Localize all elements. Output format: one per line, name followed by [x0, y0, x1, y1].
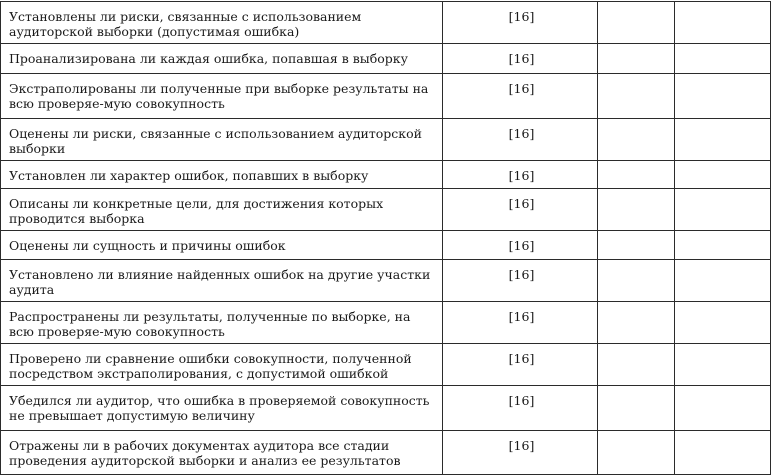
table-row	[1, 44, 771, 74]
empty-cell	[675, 302, 771, 344]
empty-cell	[675, 74, 771, 119]
reference-cell: [16]	[443, 431, 598, 475]
table-row	[1, 302, 771, 344]
table-row	[1, 161, 771, 189]
table-row	[1, 260, 771, 302]
table-row	[1, 189, 771, 231]
question-cell: Экстраполированы ли полученные при выборке результаты на всю проверяе-мую совокупность	[1, 74, 443, 119]
question-cell: Проверено ли сравнение ошибки совокупности, полученной посредством экстраполирования, с допустимой ошибкой	[1, 344, 443, 386]
empty-cell	[598, 119, 675, 161]
empty-cell	[598, 231, 675, 260]
empty-cell	[675, 344, 771, 386]
empty-cell	[598, 386, 675, 431]
empty-cell	[675, 189, 771, 231]
reference-cell: [16]	[443, 386, 598, 431]
reference-cell: [16]	[443, 260, 598, 302]
question-cell: Распространены ли результаты, полученные по выборке, на всю проверяе-мую совокупность	[1, 302, 443, 344]
empty-cell	[675, 161, 771, 189]
empty-cell	[598, 161, 675, 189]
empty-cell	[675, 386, 771, 431]
reference-cell: [16]	[443, 2, 598, 44]
table-row	[1, 344, 771, 386]
reference-cell: [16]	[443, 189, 598, 231]
empty-cell	[598, 44, 675, 74]
table-row	[1, 386, 771, 431]
reference-cell: [16]	[443, 302, 598, 344]
table-row	[1, 431, 771, 475]
empty-cell	[598, 260, 675, 302]
audit-sampling-checklist-table	[0, 1, 771, 475]
question-cell: Отражены ли в рабочих документах аудитора все стадии проведения аудиторской выборки и анализ ее результатов	[1, 431, 443, 475]
question-cell: Убедился ли аудитор, что ошибка в проверяемой совокупность не превышает допустимую величину	[1, 386, 443, 431]
empty-cell	[598, 302, 675, 344]
reference-cell: [16]	[443, 161, 598, 189]
reference-cell: [16]	[443, 74, 598, 119]
empty-cell	[598, 74, 675, 119]
table-row	[1, 2, 771, 44]
empty-cell	[675, 44, 771, 74]
empty-cell	[598, 2, 675, 44]
reference-cell: [16]	[443, 44, 598, 74]
question-cell: Установлено ли влияние найденных ошибок на другие участки аудита	[1, 260, 443, 302]
empty-cell	[675, 431, 771, 475]
reference-cell: [16]	[443, 344, 598, 386]
reference-cell: [16]	[443, 231, 598, 260]
empty-cell	[675, 119, 771, 161]
empty-cell	[598, 344, 675, 386]
table-row	[1, 231, 771, 260]
question-cell: Оценены ли риски, связанные с использованием аудиторской выборки	[1, 119, 443, 161]
question-cell: Установлены ли риски, связанные с использованием аудиторской выборки (допустимая ошибка)	[1, 2, 443, 44]
question-cell: Проанализирована ли каждая ошибка, попавшая в выборку	[1, 44, 443, 74]
empty-cell	[598, 189, 675, 231]
empty-cell	[675, 2, 771, 44]
question-cell: Установлен ли характер ошибок, попавших в выборку	[1, 161, 443, 189]
table-row	[1, 119, 771, 161]
empty-cell	[675, 231, 771, 260]
empty-cell	[598, 431, 675, 475]
question-cell: Оценены ли сущность и причины ошибок	[1, 231, 443, 260]
empty-cell	[675, 260, 771, 302]
table-row	[1, 74, 771, 119]
question-cell: Описаны ли конкретные цели, для достижения которых проводится выборка	[1, 189, 443, 231]
reference-cell: [16]	[443, 119, 598, 161]
